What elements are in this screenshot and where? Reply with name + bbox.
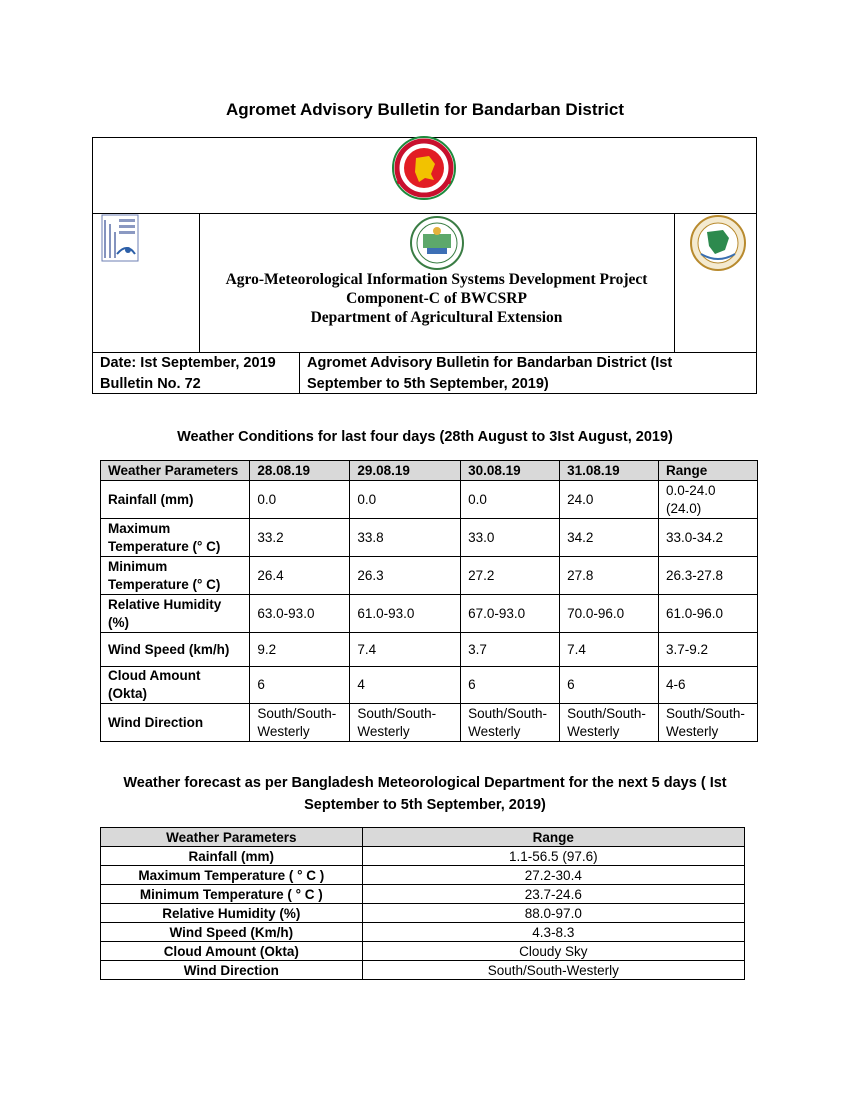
table-row: Wind Speed (Km/h) 4.3-8.3 — [101, 923, 745, 942]
table-row: Cloud Amount (Okta) 6 4 6 6 4-6 — [101, 667, 758, 704]
project-info — [199, 270, 674, 327]
government-seal-icon — [389, 136, 459, 202]
header-box — [92, 137, 757, 394]
table-row: Relative Humidity (%) 63.0-93.0 61.0-93.0 67.0-93.0 70.0-96.0 61.0-96.0 — [101, 595, 758, 633]
bulletin-date-block — [100, 353, 276, 395]
header-date: 31.08.19 — [560, 461, 659, 481]
forecast-title: Weather forecast as per Bangladesh Meteorological Department for the next 5 days ( Ist September to 5th September, 2019) — [123, 775, 727, 813]
header-parameter: Weather Parameters — [101, 461, 250, 481]
table-header-row — [101, 828, 745, 847]
table-row: Minimum Temperature (° C) 26.4 26.3 27.2 27.8 26.3-27.8 — [101, 557, 758, 595]
table-row: Wind Speed (km/h) 9.2 7.4 3.7 7.4 3.7-9.2 — [101, 633, 758, 667]
project-department: Department of Agricultural Extension — [310, 309, 563, 326]
table-row: Maximum Temperature ( ° C ) 27.2-30.4 — [101, 866, 745, 885]
table-row: Wind Direction South/South-Westerly South/South-Westerly South/South-Westerly South/South-Westerly South/South-Westerly — [101, 704, 758, 742]
table-row: Rainfall (mm) 1.1-56.5 (97.6) — [101, 847, 745, 866]
past-weather-title: Weather Conditions for last four days (28th August to 3Ist August, 2019) — [177, 429, 673, 445]
forecast-table — [100, 827, 745, 980]
bulletin-description: Agromet Advisory Bulletin for Bandarban District (Ist September to 5th September, 2019) — [307, 355, 673, 392]
bmd-logo-icon — [689, 214, 747, 272]
page-title: Agromet Advisory Bulletin for Bandarban District — [226, 100, 624, 119]
table-row: Wind Direction South/South-Westerly — [101, 961, 745, 980]
header-date: 29.08.19 — [350, 461, 461, 481]
table-row: Cloud Amount (Okta) Cloudy Sky — [101, 942, 745, 961]
dae-logo-icon — [407, 216, 467, 270]
header-range: Range — [362, 828, 744, 847]
header-date: 30.08.19 — [461, 461, 560, 481]
table-row: Minimum Temperature ( ° C ) 23.7-24.6 — [101, 885, 745, 904]
project-name: Agro-Meteorological Information Systems Development Project — [225, 271, 648, 288]
bwcsrp-logo-icon — [101, 214, 139, 262]
table-row: Rainfall (mm) 0.0 0.0 0.0 24.0 0.0-24.0 (24.0) — [101, 481, 758, 519]
table-header-row — [101, 461, 758, 481]
table-row: Relative Humidity (%) 88.0-97.0 — [101, 904, 745, 923]
table-row: Maximum Temperature (° C) 33.2 33.8 33.0 34.2 33.0-34.2 — [101, 519, 758, 557]
bulletin-date: Date: Ist September, 2019 — [100, 355, 276, 371]
header-range: Range — [659, 461, 758, 481]
past-weather-table — [100, 460, 758, 742]
project-component: Component-C of BWCSRP — [346, 290, 527, 307]
bulletin-number: Bulletin No. 72 — [100, 376, 201, 392]
header-parameter: Weather Parameters — [101, 828, 363, 847]
header-date: 28.08.19 — [250, 461, 350, 481]
